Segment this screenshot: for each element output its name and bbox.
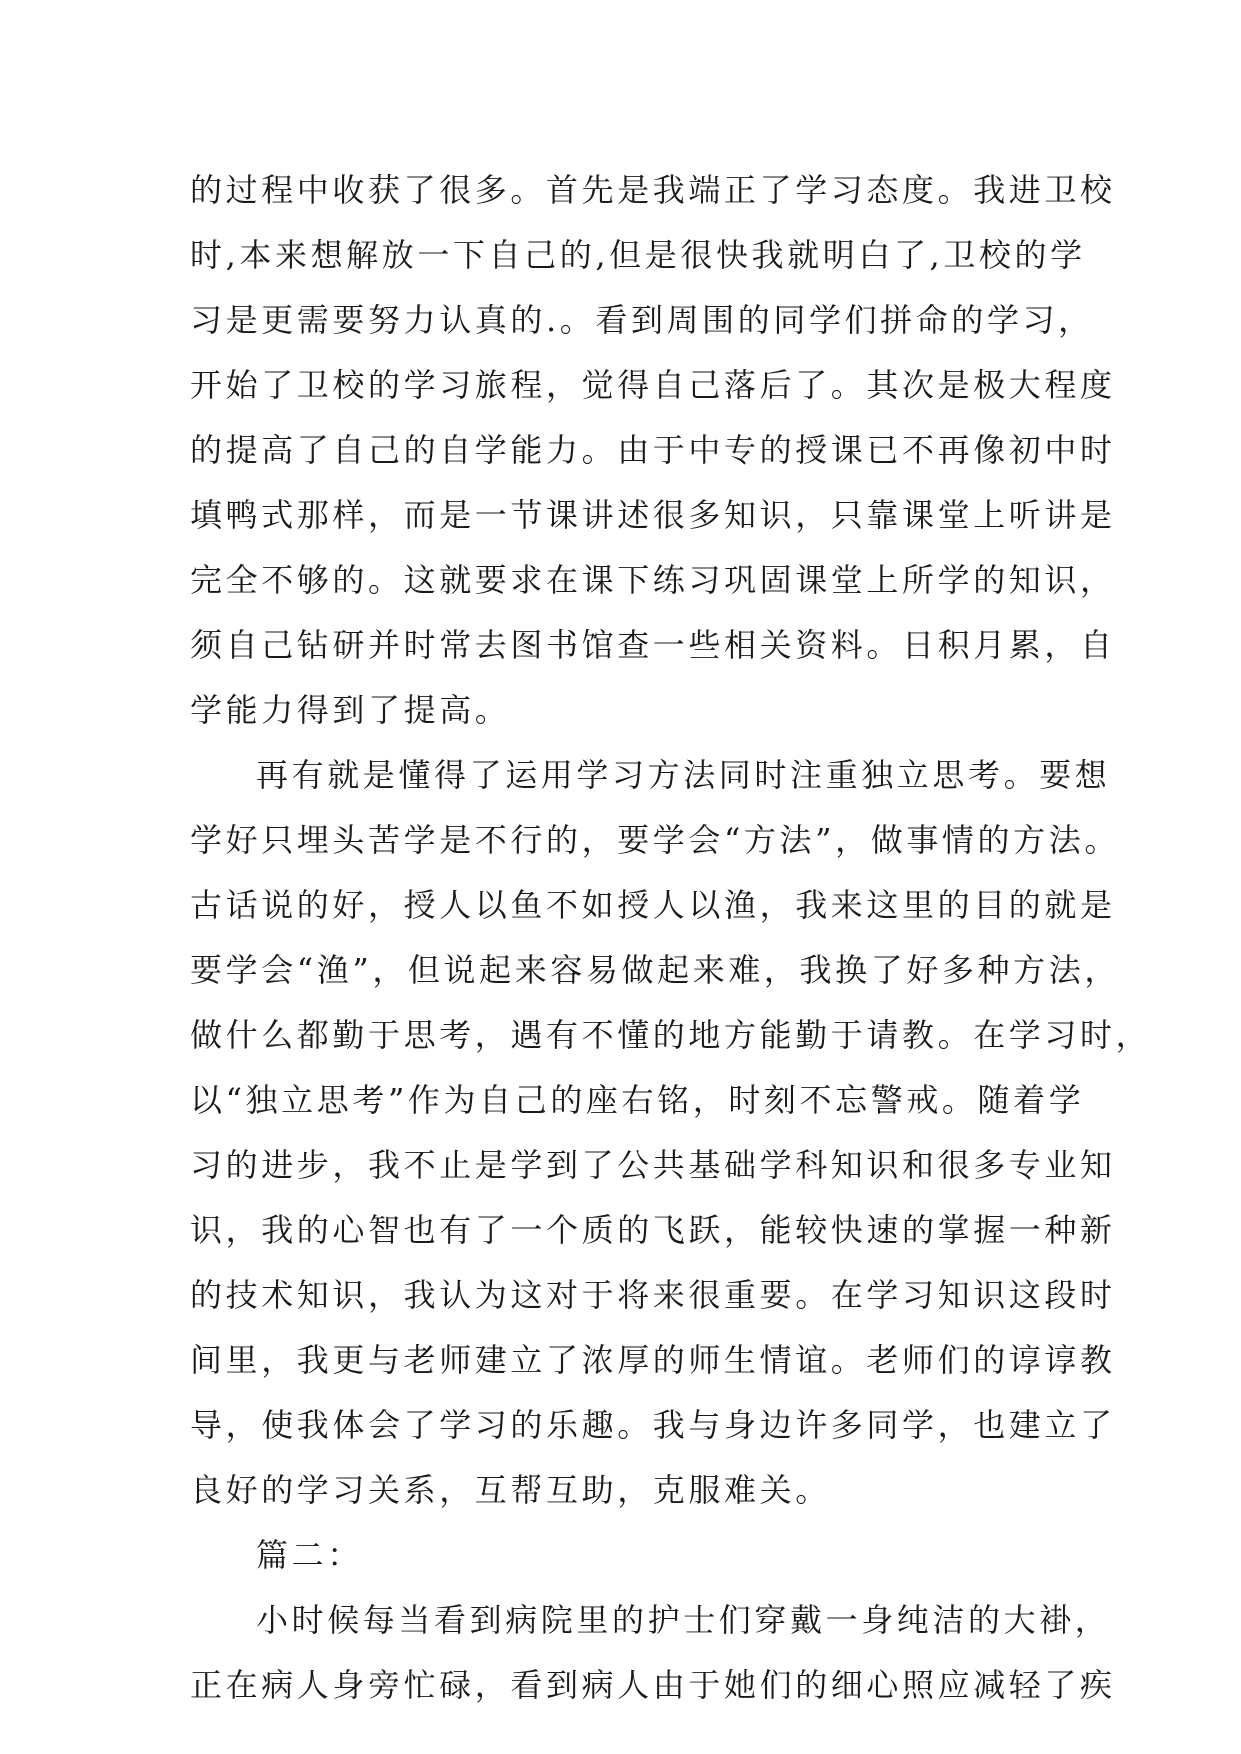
text-line: 要学会“渔”，但说起来容易做起来难，我换了好多种方法， — [190, 951, 1120, 989]
text-line: 学能力得到了提高。 — [190, 691, 511, 729]
text-line: 开始了卫校的学习旅程，觉得自己落后了。其次是极大程度 — [190, 366, 1116, 404]
text-line: 篇二： — [256, 1536, 363, 1574]
text-line: 以“独立思考”作为自己的座右铭，时刻不忘警戒。随着学 — [190, 1081, 1085, 1119]
text-line: 导，使我体会了学习的乐趣。我与身边许多同学，也建立了 — [190, 1406, 1116, 1444]
body-text — [190, 158, 1152, 1718]
text-line: 识，我的心智也有了一个质的飞跃，能较快速的掌握一种新 — [190, 1211, 1116, 1249]
text-line: 习是更需要努力认真的.。看到周围的同学们拼命的学习， — [190, 301, 1094, 339]
text-line: 正在病人身旁忙碌，看到病人由于她们的细心照应减轻了疾 — [190, 1666, 1116, 1704]
text-line: 学好只埋头苦学是不行的，要学会“方法”，做事情的方法。 — [190, 821, 1120, 859]
text-line: 完全不够的。这就要求在课下练习巩固课堂上所学的知识， — [190, 561, 1116, 599]
text-line: 习的进步，我不止是学到了公共基础学科知识和很多专业知 — [190, 1146, 1116, 1184]
text-line: 小时候每当看到病院里的护士们穿戴一身纯洁的大褂， — [256, 1601, 1111, 1639]
text-line: 再有就是懂得了运用学习方法同时注重独立思考。要想 — [256, 756, 1111, 794]
text-line: 的过程中收获了很多。首先是我端正了学习态度。我进卫校 — [190, 171, 1116, 209]
text-line: 时,本来想解放一下自己的,但是很快我就明白了,卫校的学 — [190, 236, 1086, 274]
text-line: 间里，我更与老师建立了浓厚的师生情谊。老师们的谆谆教 — [190, 1341, 1116, 1379]
text-line: 良好的学习关系，互帮互助，克服难关。 — [190, 1471, 831, 1509]
text-line: 的技术知识，我认为这对于将来很重要。在学习知识这段时 — [190, 1276, 1116, 1314]
text-line: 的提高了自己的自学能力。由于中专的授课已不再像初中时 — [190, 431, 1116, 469]
text-line: 做什么都勤于思考，遇有不懂的地方能勤于请教。在学习时， — [190, 1016, 1152, 1054]
text-line: 须自己钻研并时常去图书馆查一些相关资料。日积月累，自 — [190, 626, 1116, 664]
text-line: 古话说的好，授人以鱼不如授人以渔，我来这里的目的就是 — [190, 886, 1116, 924]
text-line: 填鸭式那样，而是一节课讲述很多知识，只靠课堂上听讲是 — [190, 496, 1116, 534]
